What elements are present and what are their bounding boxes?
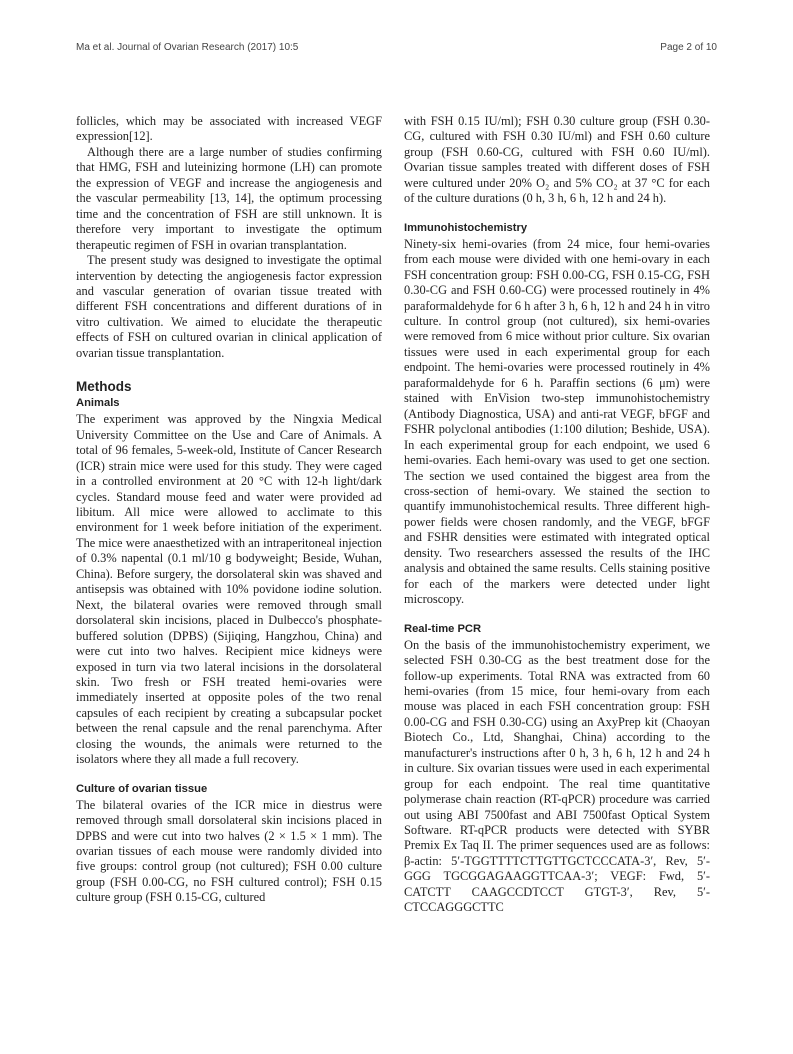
left-column — [76, 114, 382, 906]
page-number: Page 2 of 10 — [660, 42, 717, 53]
culture-paragraph: The bilateral ovaries of the ICR mice in diestrus were removed through small dorsolateral skin incisions placed in DPBS and were cut into two halves (2 × 1.5 × 1 mm). The ovarian tissues of each mouse were randomly divided into five groups: control group (not cultured); FSH 0.00 culture group (FSH 0.00-CG, no FSH cultured control); FSH 0.15 culture group (FSH 0.15-CG, cultured — [76, 797, 382, 905]
ihc-paragraph: Ninety-six hemi-ovaries (from 24 mice, four hemi-ovaries from each mouse were divided with one hemi-ovary in each FSH concentration group: FSH 0.00-CG, FSH 0.15-CG, FSH 0.30-CG and FSH 0.60-CG) were processed routinely in 4% paraformaldehyde for 6 h after 3 h, 6 h, 12 h and 24 h in vitro culture. In control group (not cultured), six hemi-ovaries were removed from 6 mice without prior culture. Six ovarian tissues were used in each experimental group for each endpoint. The hemi-ovaries were processed routinely in 4% paraformaldehyde for 6 h. Paraffin sections (6 μm) were stained with EnVision two-step immunohistochemistry (Antibody Diagnostica, USA) and anti-rat VEGF, bFGF and FSHR polyclonal antibodies (1:100 dilution; Beshide, USA). In each experimental group for each endpoint, we used 6 hemi-ovaries. Each hemi-ovary was used to get one section. The section we used contained the biggest area from the cross-section of hemi-ovary. We stained the section to quantify immunohistochemical results. Three different high-power fields were chosen randomly, and the VEGF, bFGF and FSHR densities were estimated with integrated optical density. Two researchers assessed the results of the IHC analysis and obtained the same results. Cells staining positive for each of the markers were detected under light microscopy. — [404, 236, 710, 607]
culture-paragraph-continued: with FSH 0.15 IU/ml); FSH 0.30 culture group (FSH 0.30-CG, cultured with FSH 0.30 IU/ml) and FSH 0.60 culture group (FSH 0.60-CG, cultured with FSH 0.60 IU/ml). Ovarian tissue samples treated with different doses of FSH were cultured under 20% O₂ and 5% CO₂ at 37 °C for each of the culture durations (0 h, 3 h, 6 h, 12 h and 24 h). — [404, 114, 710, 206]
pcr-heading: Real-time PCR — [404, 622, 482, 635]
animals-heading: Animals — [76, 397, 120, 410]
intro-paragraph-3: The present study was designed to investigate the optimal intervention by detecting the angiogenesis factor expression and vascular generation of ovarian tissue treated with different FSH concentrations and different durations of in vitro cultivation. We aimed to elucidate the therapeutic effects of FSH on cultured ovarian in clinical application of ovarian tissue transplantation. — [76, 253, 382, 360]
pcr-paragraph: On the basis of the immunohistochemistry experiment, we selected FSH 0.30-CG as the best treatment dose for the follow-up experiments. Total RNA was extracted from 60 hemi-ovaries (from 15 mice, four hemi-ovary from each mouse was placed in each FSH concentration group: FSH 0.00-CG and FSH 0.30-CG) using an AxyPrep kit (Chaoyan Biotech Co., Ltd, Shanghai, China) according to the manufacturer's instructions after 0 h, 3 h, 6 h, 12 h and 24 h in culture. Six ovarian tissues were used in each experimental group for each endpoint. The real time quantitative polymerase chain reaction (RT-qPCR) procedure was carried out using ABI 7500fast and ABI 7500fast Optical System Software. RT-qPCR products were detected with SYBR Premix Ex Taq II. The primer sequences used are as follows: β-actin: 5′-TGGTTTTCTTGTTGCTCCCATA-3′, Rev, 5′-GGG TGCGGAGAAGGTTCAA-3′; VEGF: Fwd, 5′-CATCTT CAAGCCDTCCT GTGT-3′, Rev, 5′-CTCCAGGGCTTC — [404, 637, 710, 915]
right-column — [404, 114, 710, 916]
methods-heading: Methods — [76, 379, 132, 395]
intro-paragraph-1: follicles, which may be associated with increased VEGF expression[12]. — [76, 114, 382, 144]
culture-heading: Culture of ovarian tissue — [76, 782, 208, 795]
ihc-heading: Immunohistochemistry — [404, 221, 528, 234]
journal-citation: Ma et al. Journal of Ovarian Research (2017) 10:5 — [76, 42, 299, 53]
intro-paragraph-2: Although there are a large number of studies confirming that HMG, FSH and luteinizing hormone (LH) can promote the expression of VEGF and increase the angiogenesis and the vascular permeability [13, 14], the optimum processing time and the concentration of FSH are still unknown. It is therefore very important to investigate the optimum therapeutic regimen of FSH in ovarian transplantation. — [76, 144, 382, 252]
running-header — [76, 42, 717, 56]
animals-paragraph: The experiment was approved by the Ningxia Medical University Committee on the Use and Care of Animals. A total of 96 females, 5-week-old, Institute of Cancer Research (ICR) strain mice were used for this study. They were caged in a controlled environment at 20 °C with 12-h light/dark cycles. Standard mouse feed and water were provided ad libitum. All mice were allowed to acclimate to this environment for 1 week before initiation of the experiment. The mice were anaesthetized with an intraperitoneal injection of 0.3% napental (0.1 ml/10 g bodyweight; Beside, Wuhan, China). Before surgery, the dorsolateral skin was shaved and antisepsis was obtained with 10% povidone iodine solution. Next, the bilateral ovaries were removed through small dorsolateral skin incisions, placed in Dulbecco's phosphate-buffered solution (DPBS) (Sijiqing, Hangzhou, China) and were cut into two halves. Recipient mice kidneys were exposed in turn via two lateral incisions in the dorsolateral skin. Two fresh or FSH treated hemi-ovaries were immediately inserted at opposite poles of the two renal capsules of each recipient by creating a subcapsular pocket between the renal capsule and the renal parenchyma. After closing the wounds, the animals were returned to the isolators where they all made a full recovery. — [76, 412, 382, 767]
